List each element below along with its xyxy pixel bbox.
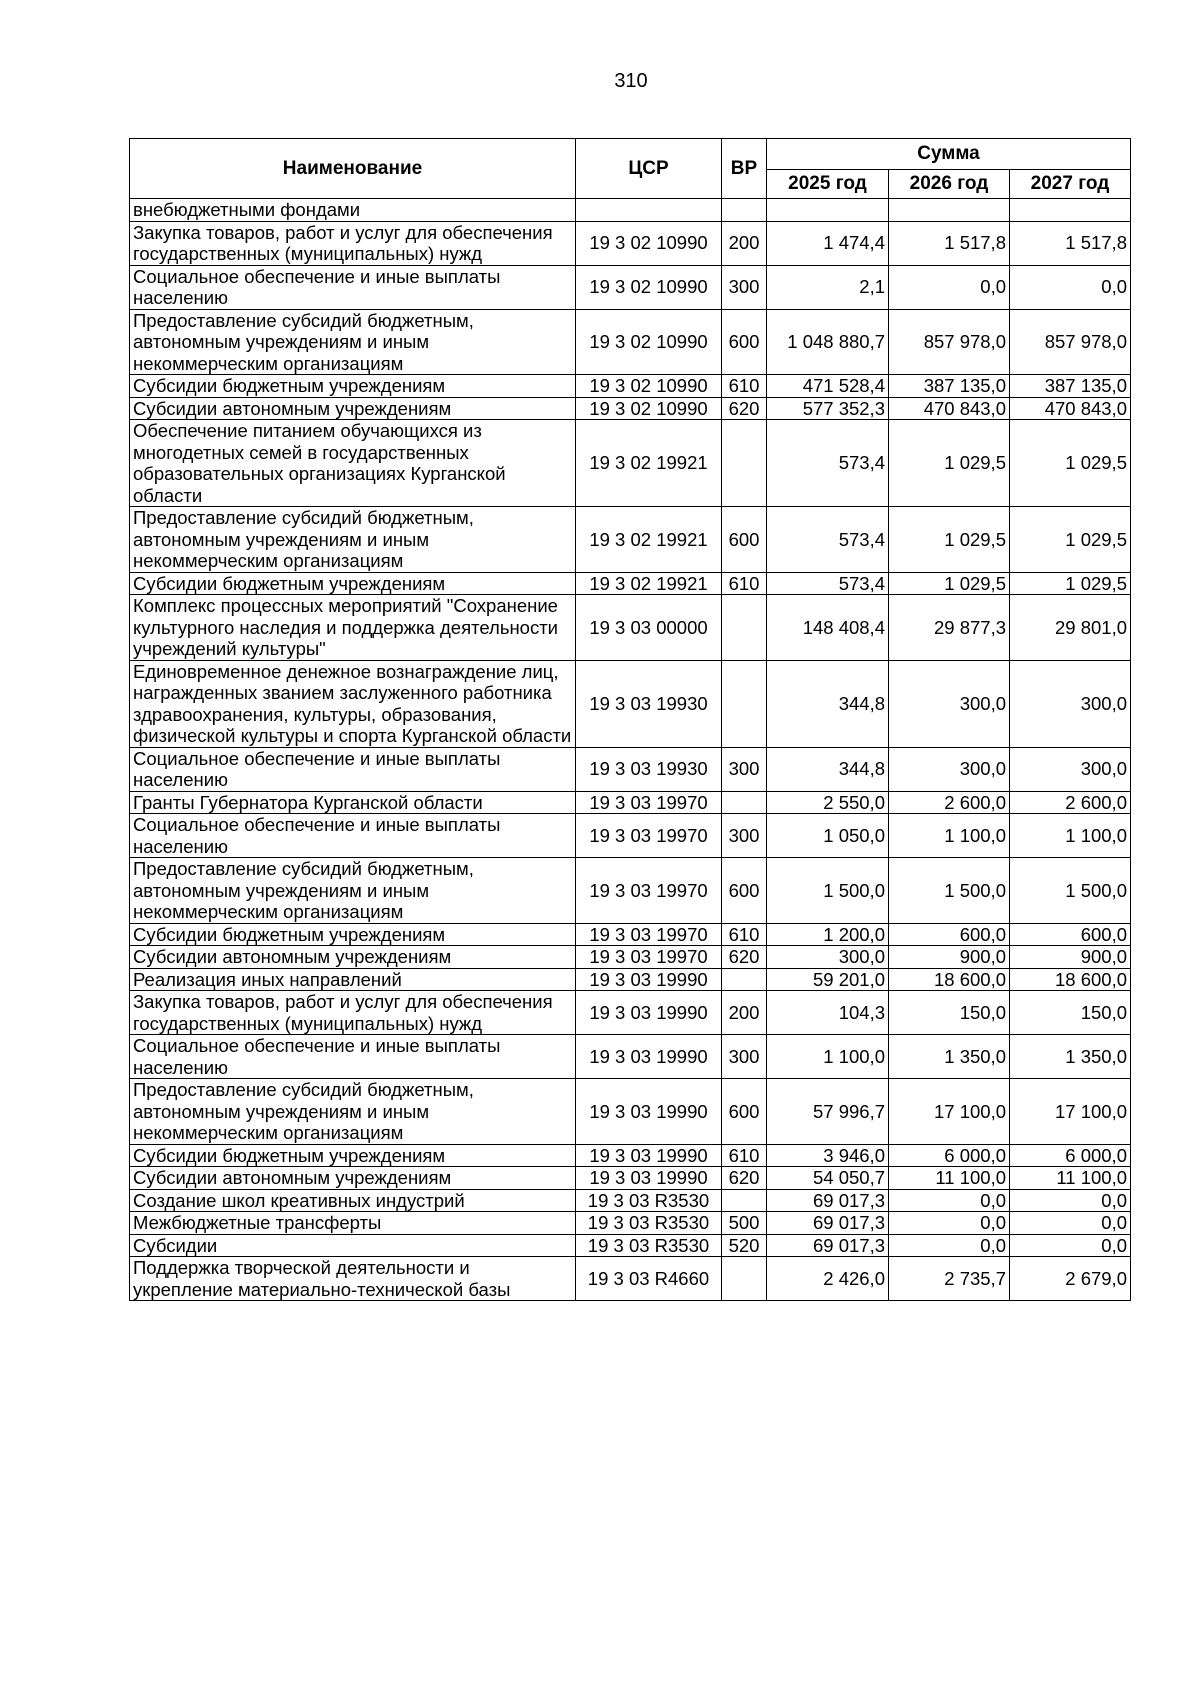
table-row <box>130 572 1131 595</box>
cell-name: Субсидии бюджетным учреждениям <box>130 572 576 595</box>
cell-name: Субсидии автономным учреждениям <box>130 397 576 420</box>
cell-vr: 610 <box>722 375 767 398</box>
cell-v2026: 11 100,0 <box>889 1167 1010 1190</box>
cell-vr <box>722 1189 767 1212</box>
cell-v2025: 1 050,0 <box>767 814 889 858</box>
cell-name: Субсидии автономным учреждениям <box>130 1167 576 1190</box>
cell-v2027: 2 679,0 <box>1010 1257 1131 1301</box>
cell-name: Закупка товаров, работ и услуг для обеспечения государственных (муниципальных) нужд <box>130 991 576 1035</box>
table-row <box>130 747 1131 791</box>
cell-v2027: 1 029,5 <box>1010 420 1131 507</box>
cell-v2027: 300,0 <box>1010 747 1131 791</box>
cell-v2026: 0,0 <box>889 1189 1010 1212</box>
cell-v2026: 470 843,0 <box>889 397 1010 420</box>
table-row <box>130 991 1131 1035</box>
cell-name: Предоставление субсидий бюджетным, автономным учреждениям и иным некоммерческим организациям <box>130 858 576 924</box>
cell-v2026: 1 029,5 <box>889 507 1010 573</box>
table-row <box>130 1035 1131 1079</box>
cell-v2026: 900,0 <box>889 946 1010 969</box>
cell-v2026: 0,0 <box>889 265 1010 309</box>
cell-csr: 19 3 03 19990 <box>576 991 722 1035</box>
cell-v2027: 1 029,5 <box>1010 507 1131 573</box>
table-row <box>130 791 1131 814</box>
cell-v2025: 573,4 <box>767 572 889 595</box>
cell-v2026: 387 135,0 <box>889 375 1010 398</box>
cell-name: внебюджетными фондами <box>130 199 576 222</box>
cell-csr: 19 3 03 19990 <box>576 1035 722 1079</box>
cell-csr: 19 3 03 19930 <box>576 747 722 791</box>
table-row <box>130 199 1131 222</box>
cell-csr: 19 3 03 19990 <box>576 1144 722 1167</box>
table-row <box>130 309 1131 375</box>
cell-v2027: 1 500,0 <box>1010 858 1131 924</box>
cell-name: Субсидии бюджетным учреждениям <box>130 375 576 398</box>
table-row <box>130 814 1131 858</box>
cell-v2027: 1 350,0 <box>1010 1035 1131 1079</box>
cell-csr: 19 3 03 19970 <box>576 791 722 814</box>
cell-v2027: 1 029,5 <box>1010 572 1131 595</box>
cell-vr: 300 <box>722 1035 767 1079</box>
cell-vr: 610 <box>722 572 767 595</box>
cell-v2026: 1 517,8 <box>889 221 1010 265</box>
cell-name: Создание школ креативных индустрий <box>130 1189 576 1212</box>
cell-csr: 19 3 03 00000 <box>576 595 722 661</box>
cell-vr: 600 <box>722 309 767 375</box>
cell-name: Гранты Губернатора Курганской области <box>130 791 576 814</box>
cell-vr: 620 <box>722 397 767 420</box>
cell-v2025: 1 500,0 <box>767 858 889 924</box>
cell-vr: 610 <box>722 923 767 946</box>
cell-name: Предоставление субсидий бюджетным, автономным учреждениям и иным некоммерческим организациям <box>130 309 576 375</box>
cell-name: Субсидии автономным учреждениям <box>130 946 576 969</box>
cell-v2026: 29 877,3 <box>889 595 1010 661</box>
cell-name: Межбюджетные трансферты <box>130 1212 576 1235</box>
cell-v2026: 17 100,0 <box>889 1079 1010 1145</box>
cell-v2025: 104,3 <box>767 991 889 1035</box>
table-row <box>130 1212 1131 1235</box>
cell-v2025: 148 408,4 <box>767 595 889 661</box>
header-sum: Сумма <box>767 139 1131 170</box>
cell-v2025: 1 200,0 <box>767 923 889 946</box>
header-name: Наименование <box>130 139 576 199</box>
budget-table <box>129 138 1131 1301</box>
cell-vr: 520 <box>722 1234 767 1257</box>
cell-v2027: 387 135,0 <box>1010 375 1131 398</box>
cell-v2026: 0,0 <box>889 1212 1010 1235</box>
cell-csr: 19 3 03 R4660 <box>576 1257 722 1301</box>
cell-v2026: 0,0 <box>889 1234 1010 1257</box>
table-row <box>130 858 1131 924</box>
cell-v2025: 2,1 <box>767 265 889 309</box>
table-row <box>130 1234 1131 1257</box>
cell-v2025: 69 017,3 <box>767 1189 889 1212</box>
cell-name: Субсидии бюджетным учреждениям <box>130 923 576 946</box>
cell-v2026 <box>889 199 1010 222</box>
cell-name: Комплекс процессных мероприятий "Сохранение культурного наследия и поддержка деятельности учреждений культуры" <box>130 595 576 661</box>
cell-v2027: 150,0 <box>1010 991 1131 1035</box>
cell-v2027: 900,0 <box>1010 946 1131 969</box>
table-row <box>130 595 1131 661</box>
table-row <box>130 1144 1131 1167</box>
cell-v2027: 1 100,0 <box>1010 814 1131 858</box>
cell-v2027: 0,0 <box>1010 265 1131 309</box>
cell-csr: 19 3 03 19970 <box>576 858 722 924</box>
cell-v2027: 600,0 <box>1010 923 1131 946</box>
cell-name: Поддержка творческой деятельности и укрепление материально-технической базы <box>130 1257 576 1301</box>
header-year-2027: 2027 год <box>1010 170 1131 199</box>
cell-csr: 19 3 02 19921 <box>576 420 722 507</box>
cell-v2026: 600,0 <box>889 923 1010 946</box>
table-row <box>130 507 1131 573</box>
cell-name: Предоставление субсидий бюджетным, автономным учреждениям и иным некоммерческим организациям <box>130 1079 576 1145</box>
header-year-2025: 2025 год <box>767 170 889 199</box>
table-row <box>130 1079 1131 1145</box>
cell-name: Закупка товаров, работ и услуг для обеспечения государственных (муниципальных) нужд <box>130 221 576 265</box>
cell-v2025: 3 946,0 <box>767 1144 889 1167</box>
cell-v2027: 0,0 <box>1010 1212 1131 1235</box>
table-row <box>130 397 1131 420</box>
header-vr: ВР <box>722 139 767 199</box>
cell-vr <box>722 968 767 991</box>
cell-v2026: 857 978,0 <box>889 309 1010 375</box>
cell-vr <box>722 595 767 661</box>
cell-v2027: 6 000,0 <box>1010 1144 1131 1167</box>
cell-csr: 19 3 02 10990 <box>576 221 722 265</box>
cell-name: Единовременное денежное вознаграждение лиц, награжденных званием заслуженного работника здравоохранения, культуры, образования, физической культуры и спорта Курганской области <box>130 660 576 747</box>
cell-v2027: 2 600,0 <box>1010 791 1131 814</box>
cell-v2027: 0,0 <box>1010 1234 1131 1257</box>
cell-v2025: 344,8 <box>767 660 889 747</box>
cell-v2025: 2 550,0 <box>767 791 889 814</box>
table-row <box>130 923 1131 946</box>
cell-csr: 19 3 03 19990 <box>576 1167 722 1190</box>
cell-csr: 19 3 02 10990 <box>576 265 722 309</box>
table-body <box>130 199 1131 1301</box>
cell-v2026: 300,0 <box>889 747 1010 791</box>
cell-v2025: 300,0 <box>767 946 889 969</box>
cell-v2027: 300,0 <box>1010 660 1131 747</box>
cell-csr: 19 3 03 19970 <box>576 814 722 858</box>
cell-vr: 620 <box>722 1167 767 1190</box>
cell-v2025: 1 048 880,7 <box>767 309 889 375</box>
cell-v2025: 69 017,3 <box>767 1212 889 1235</box>
cell-vr <box>722 660 767 747</box>
cell-name: Социальное обеспечение и иные выплаты населению <box>130 265 576 309</box>
cell-v2026: 1 029,5 <box>889 420 1010 507</box>
cell-v2025: 59 201,0 <box>767 968 889 991</box>
cell-vr: 300 <box>722 747 767 791</box>
cell-vr: 600 <box>722 507 767 573</box>
cell-v2026: 1 500,0 <box>889 858 1010 924</box>
cell-v2027: 470 843,0 <box>1010 397 1131 420</box>
cell-v2025: 1 474,4 <box>767 221 889 265</box>
cell-name: Социальное обеспечение и иные выплаты населению <box>130 747 576 791</box>
cell-v2025: 54 050,7 <box>767 1167 889 1190</box>
cell-vr <box>722 420 767 507</box>
table-row <box>130 1189 1131 1212</box>
cell-v2026: 150,0 <box>889 991 1010 1035</box>
cell-csr: 19 3 03 19970 <box>576 923 722 946</box>
cell-name: Социальное обеспечение и иные выплаты населению <box>130 1035 576 1079</box>
cell-v2026: 18 600,0 <box>889 968 1010 991</box>
cell-csr: 19 3 03 19990 <box>576 1079 722 1145</box>
cell-v2027: 17 100,0 <box>1010 1079 1131 1145</box>
cell-vr: 300 <box>722 265 767 309</box>
cell-v2025: 1 100,0 <box>767 1035 889 1079</box>
cell-csr: 19 3 02 10990 <box>576 375 722 398</box>
cell-csr: 19 3 02 10990 <box>576 309 722 375</box>
cell-vr: 620 <box>722 946 767 969</box>
cell-v2027: 1 517,8 <box>1010 221 1131 265</box>
cell-name: Субсидии бюджетным учреждениям <box>130 1144 576 1167</box>
cell-name: Предоставление субсидий бюджетным, автономным учреждениям и иным некоммерческим организациям <box>130 507 576 573</box>
cell-v2025: 577 352,3 <box>767 397 889 420</box>
cell-name: Социальное обеспечение и иные выплаты населению <box>130 814 576 858</box>
cell-v2027 <box>1010 199 1131 222</box>
cell-csr: 19 3 02 10990 <box>576 397 722 420</box>
cell-v2027: 29 801,0 <box>1010 595 1131 661</box>
cell-vr: 500 <box>722 1212 767 1235</box>
cell-v2025: 573,4 <box>767 420 889 507</box>
table-row <box>130 221 1131 265</box>
table-row <box>130 968 1131 991</box>
cell-vr: 610 <box>722 1144 767 1167</box>
header-year-2026: 2026 год <box>889 170 1010 199</box>
cell-v2027: 18 600,0 <box>1010 968 1131 991</box>
cell-name: Субсидии <box>130 1234 576 1257</box>
page-number: 310 <box>614 70 648 92</box>
cell-v2025: 471 528,4 <box>767 375 889 398</box>
cell-v2025: 69 017,3 <box>767 1234 889 1257</box>
cell-vr: 200 <box>722 991 767 1035</box>
cell-csr: 19 3 02 19921 <box>576 507 722 573</box>
cell-vr: 600 <box>722 858 767 924</box>
cell-v2026: 1 029,5 <box>889 572 1010 595</box>
cell-v2026: 2 600,0 <box>889 791 1010 814</box>
table-row <box>130 946 1131 969</box>
cell-csr: 19 3 02 19921 <box>576 572 722 595</box>
cell-v2026: 300,0 <box>889 660 1010 747</box>
cell-v2025 <box>767 199 889 222</box>
cell-v2025: 2 426,0 <box>767 1257 889 1301</box>
table-row <box>130 660 1131 747</box>
header-csr: ЦСР <box>576 139 722 199</box>
cell-csr: 19 3 03 R3530 <box>576 1212 722 1235</box>
cell-v2025: 57 996,7 <box>767 1079 889 1145</box>
cell-v2027: 11 100,0 <box>1010 1167 1131 1190</box>
cell-vr <box>722 791 767 814</box>
cell-csr: 19 3 03 R3530 <box>576 1234 722 1257</box>
table-row <box>130 420 1131 507</box>
cell-name: Реализация иных направлений <box>130 968 576 991</box>
cell-vr: 600 <box>722 1079 767 1145</box>
cell-csr: 19 3 03 R3530 <box>576 1189 722 1212</box>
cell-v2026: 1 350,0 <box>889 1035 1010 1079</box>
cell-csr: 19 3 03 19930 <box>576 660 722 747</box>
table-row <box>130 265 1131 309</box>
cell-csr: 19 3 03 19990 <box>576 968 722 991</box>
table-row <box>130 1167 1131 1190</box>
cell-vr: 200 <box>722 221 767 265</box>
cell-vr: 300 <box>722 814 767 858</box>
cell-csr <box>576 199 722 222</box>
cell-vr <box>722 199 767 222</box>
cell-v2026: 1 100,0 <box>889 814 1010 858</box>
table-row <box>130 375 1131 398</box>
cell-v2025: 573,4 <box>767 507 889 573</box>
cell-v2027: 857 978,0 <box>1010 309 1131 375</box>
cell-csr: 19 3 03 19970 <box>576 946 722 969</box>
table-row <box>130 1257 1131 1301</box>
cell-name: Обеспечение питанием обучающихся из многодетных семей в государственных образовательных организациях Курганской области <box>130 420 576 507</box>
cell-v2026: 6 000,0 <box>889 1144 1010 1167</box>
cell-vr <box>722 1257 767 1301</box>
cell-v2026: 2 735,7 <box>889 1257 1010 1301</box>
cell-v2025: 344,8 <box>767 747 889 791</box>
cell-v2027: 0,0 <box>1010 1189 1131 1212</box>
